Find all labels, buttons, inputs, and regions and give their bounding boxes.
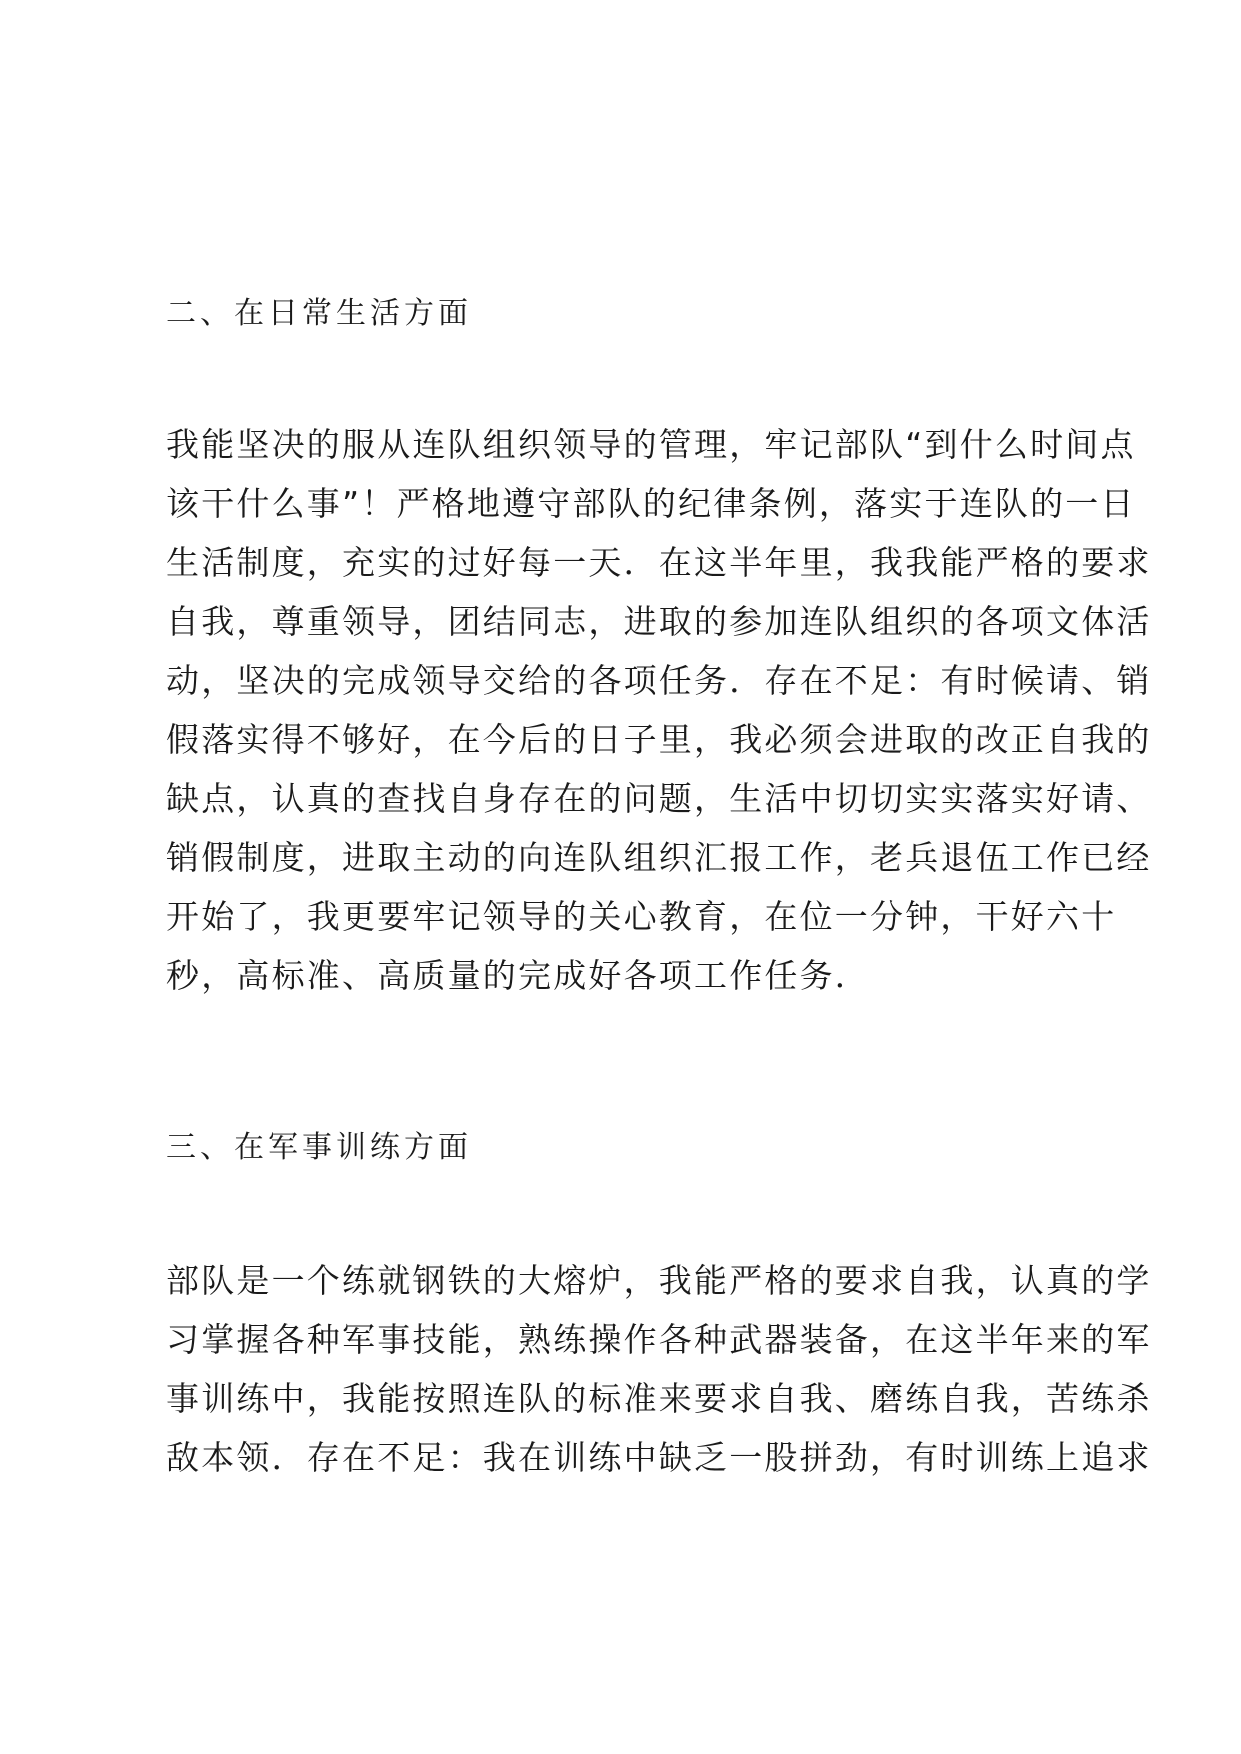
paragraph-military-training [166,1251,1152,1487]
paragraph-line: 动，坚决的完成领导交给的各项任务．存在不足：有时候请、销 [166,661,1152,700]
paragraph-line: 敌本领．存在不足：我在训练中缺乏一股拼劲，有时训练上追求 [166,1438,1152,1477]
paragraph-line: 部队是一个练就钢铁的大熔炉，我能严格的要求自我，认真的学 [166,1261,1152,1300]
paragraph-line: 销假制度，进取主动的向连队组织汇报工作，老兵退伍工作已经 [166,838,1152,877]
paragraph-line: 生活制度，充实的过好每一天．在这半年里，我我能严格的要求 [166,543,1152,582]
paragraph-line: 我能坚决的服从连队组织领导的管理，牢记部队“到什么时间点 [166,425,1136,464]
section-heading-military-training: 三、在军事训练方面 [166,1130,472,1165]
section-heading-daily-life: 二、在日常生活方面 [166,296,472,331]
paragraph-line: 该干什么事”！严格地遵守部队的纪律条例，落实于连队的一日 [166,484,1136,523]
paragraph-daily-life [166,415,1152,1005]
paragraph-line: 习掌握各种军事技能，熟练操作各种武器装备，在这半年来的军 [166,1320,1152,1359]
paragraph-line: 假落实得不够好，在今后的日子里，我必须会进取的改正自我的 [166,720,1152,759]
paragraph-line: 缺点，认真的查找自身存在的问题，生活中切切实实落实好请、 [166,779,1152,818]
paragraph-line: 秒，高标准、高质量的完成好各项工作任务． [166,956,870,995]
paragraph-line: 事训练中，我能按照连队的标准来要求自我、磨练自我，苦练杀 [166,1379,1152,1418]
paragraph-line: 开始了，我更要牢记领导的关心教育，在位一分钟，干好六十 [166,897,1117,936]
paragraph-line: 自我，尊重领导，团结同志，进取的参加连队组织的各项文体活 [166,602,1152,641]
